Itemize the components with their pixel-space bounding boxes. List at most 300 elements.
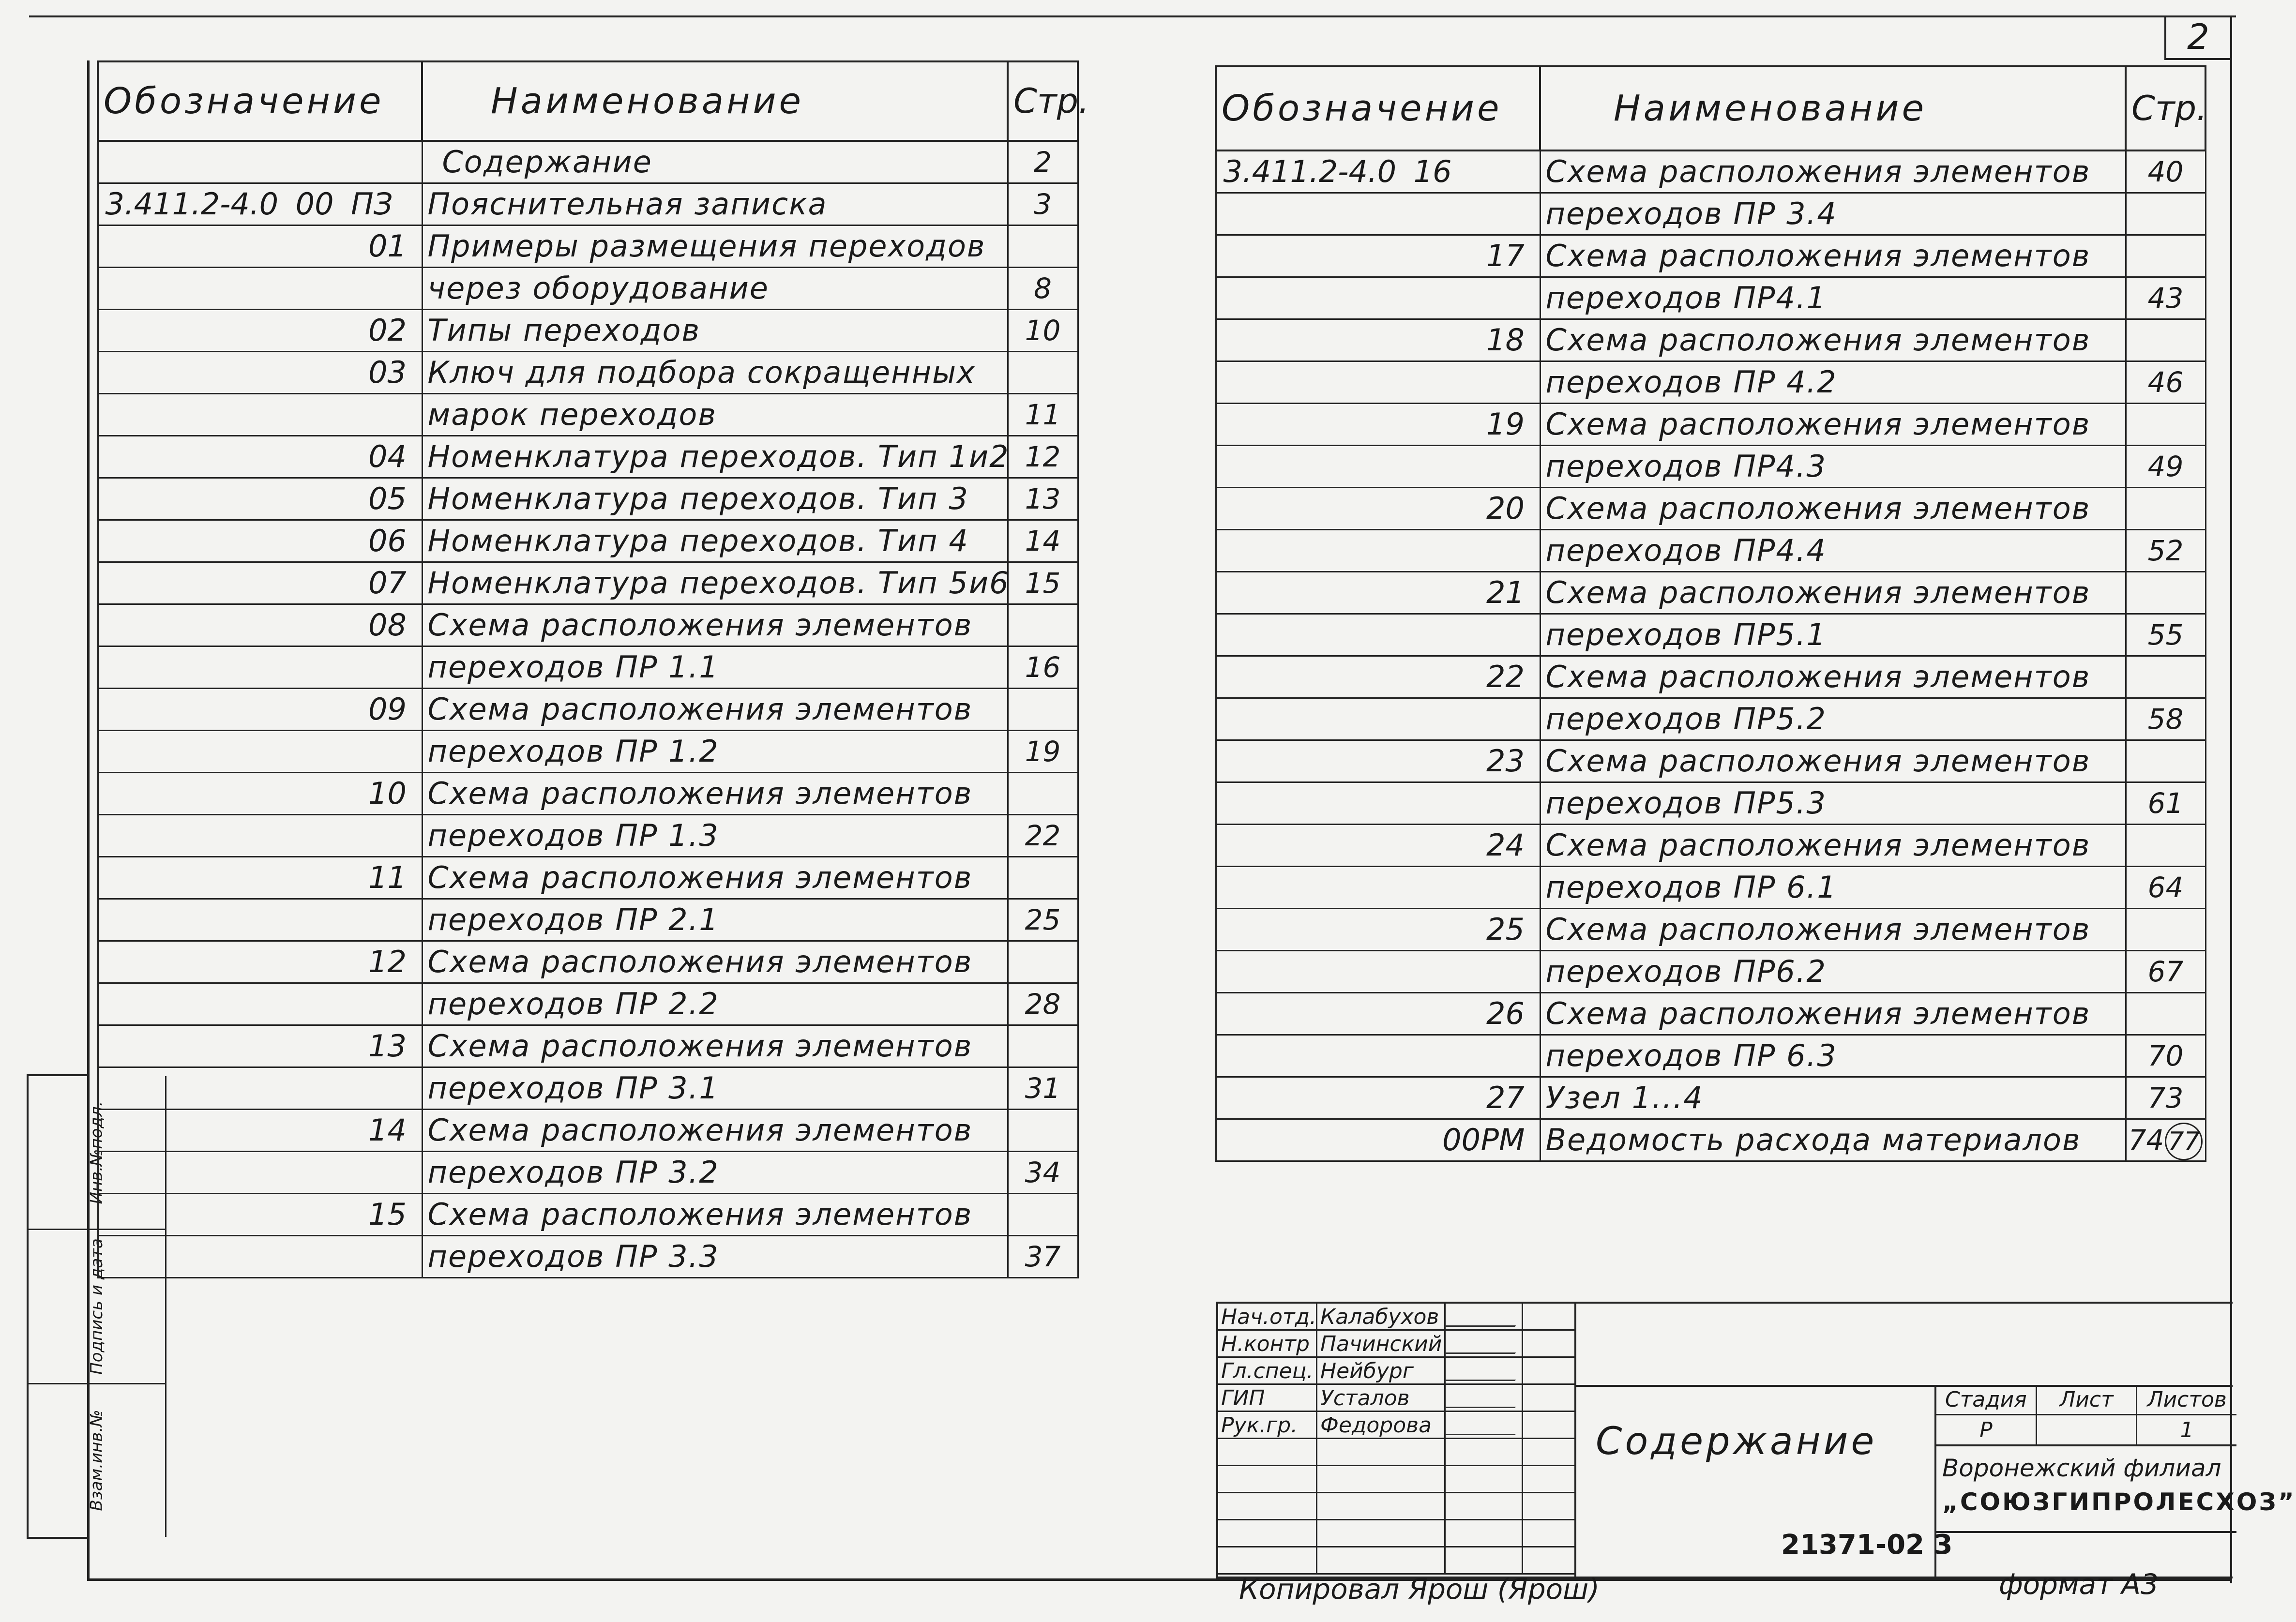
row-designation <box>98 268 422 310</box>
row-name: Примеры размещения переходов <box>422 225 1008 268</box>
row-name: марок переходов <box>422 394 1008 436</box>
page-number: 16 <box>1025 651 1061 684</box>
sheet-number: 2 <box>2164 15 2230 60</box>
designation-number: 05 <box>368 481 407 516</box>
row-designation <box>98 436 422 478</box>
row-page <box>1008 604 1078 646</box>
contents-row <box>1216 782 2205 825</box>
designation-number: 12 <box>368 944 407 979</box>
contents-row <box>98 352 1078 394</box>
page-number: 12 <box>1025 440 1061 473</box>
row-name: Схема расположения элементов <box>422 689 1008 731</box>
designation-number: 11 <box>368 860 407 895</box>
contents-row <box>1216 698 2205 740</box>
signature-row <box>1218 1547 1574 1575</box>
row-page <box>2126 782 2205 825</box>
row-designation <box>1216 488 1540 530</box>
page-number: 19 <box>1025 735 1061 768</box>
row-page <box>1008 225 1078 268</box>
row-designation <box>1216 1077 1540 1119</box>
row-page <box>2126 404 2205 446</box>
contents-row <box>1216 656 2205 698</box>
row-page <box>2126 1119 2205 1161</box>
row-page <box>1008 394 1078 436</box>
page-number: 13 <box>1025 482 1061 515</box>
row-designation <box>98 1194 422 1236</box>
contents-row <box>98 857 1078 899</box>
signature-name: Нейбург <box>1320 1359 1414 1383</box>
row-name: Схема расположения элементов <box>422 773 1008 815</box>
designation-number: 01 <box>368 228 407 264</box>
row-page <box>2126 319 2205 361</box>
page-number: 73 <box>2147 1081 2184 1114</box>
row-designation <box>1216 1119 1540 1161</box>
page-number-circled: 77 <box>2165 1123 2203 1160</box>
contents-row <box>98 478 1078 520</box>
handwritten-signature <box>1444 1336 1525 1354</box>
row-name: через оборудование <box>422 268 1008 310</box>
row-name: Схема расположения элементов <box>422 604 1008 646</box>
row-name: переходов ПР 4.2 <box>1540 361 2126 404</box>
row-page <box>1008 1152 1078 1194</box>
row-page <box>2126 656 2205 698</box>
page-number: 14 <box>1025 525 1061 557</box>
row-page <box>1008 310 1078 352</box>
row-designation <box>98 562 422 604</box>
page-number: 31 <box>1025 1072 1061 1105</box>
row-designation <box>1216 782 1540 825</box>
row-name: Схема расположения элементов <box>422 941 1008 983</box>
contents-row <box>98 394 1078 436</box>
row-name: переходов ПР 3.1 <box>422 1067 1008 1110</box>
designation-number: 27 <box>1486 1080 1525 1115</box>
page-number: 11 <box>1025 398 1061 431</box>
row-name: Содержание <box>422 141 1008 183</box>
signature-role: ГИП <box>1221 1386 1265 1411</box>
row-designation <box>98 731 422 773</box>
designation-number: 15 <box>368 1197 407 1232</box>
row-name: Схема расположения элементов <box>1540 319 2126 361</box>
designation-number: 14 <box>368 1112 407 1148</box>
row-designation <box>98 141 422 183</box>
row-designation <box>1216 319 1540 361</box>
row-name: Схема расположения элементов <box>422 857 1008 899</box>
row-name: переходов ПР 1.2 <box>422 731 1008 773</box>
row-page <box>2126 235 2205 277</box>
page-number: 55 <box>2147 618 2184 651</box>
stage-label: Стадия <box>1936 1385 2037 1414</box>
contents-row <box>1216 361 2205 404</box>
row-page <box>2126 150 2205 193</box>
handwritten-signature <box>1444 1417 1525 1435</box>
contents-row <box>98 1110 1078 1152</box>
row-page <box>2126 909 2205 951</box>
contents-row <box>98 983 1078 1025</box>
contents-row <box>1216 572 2205 614</box>
row-designation <box>98 394 422 436</box>
row-page <box>2126 614 2205 656</box>
row-name: переходов ПР4.1 <box>1540 277 2126 319</box>
header-page: Стр. <box>1008 61 1078 141</box>
contents-row <box>1216 740 2205 782</box>
row-page <box>1008 689 1078 731</box>
row-name: переходов ПР5.2 <box>1540 698 2126 740</box>
designation-number: 19 <box>1486 406 1525 442</box>
row-page <box>1008 1236 1078 1278</box>
contents-table-left <box>97 60 1089 1278</box>
row-name: переходов ПР6.2 <box>1540 951 2126 993</box>
designation-number: 18 <box>1486 322 1525 358</box>
signature-role: Нач.отд. <box>1221 1305 1316 1329</box>
row-page <box>1008 941 1078 983</box>
row-name: Схема расположения элементов <box>1540 909 2126 951</box>
contents-row <box>98 1025 1078 1067</box>
stage-value: Р <box>1936 1415 2037 1444</box>
row-page <box>1008 183 1078 225</box>
row-designation <box>1216 404 1540 446</box>
page-number: 8 <box>1034 272 1052 305</box>
row-page <box>2126 951 2205 993</box>
archive-number: 21371-02 3 <box>1781 1529 1953 1561</box>
signature-name: Калабухов <box>1320 1305 1439 1329</box>
designation-number: 03 <box>368 355 407 390</box>
row-designation <box>98 1067 422 1110</box>
title-block <box>1216 1302 2296 1578</box>
designation-number: 04 <box>368 439 407 474</box>
row-page <box>2126 698 2205 740</box>
designation-number: 07 <box>368 565 407 601</box>
contents-row <box>98 604 1078 646</box>
row-designation <box>98 478 422 520</box>
designation-number: 09 <box>368 691 407 727</box>
row-designation <box>98 1110 422 1152</box>
signature-row <box>1218 1493 1574 1520</box>
row-name: переходов ПР 2.1 <box>422 899 1008 941</box>
row-page <box>1008 773 1078 815</box>
organization-line2: „СОЮЗГИПРОЛЕСХОЗ” <box>1942 1488 2296 1516</box>
designation-number: 20 <box>1486 491 1525 526</box>
row-name: переходов ПР 2.2 <box>422 983 1008 1025</box>
designation-number: 06 <box>368 523 407 558</box>
contents-row <box>1216 404 2205 446</box>
row-designation <box>1216 1035 1540 1077</box>
row-page <box>1008 268 1078 310</box>
page-number: 43 <box>2147 282 2184 315</box>
designation-suffix: ПЗ <box>351 186 393 222</box>
row-page <box>1008 478 1078 520</box>
page-number: 58 <box>2147 703 2184 736</box>
designation-number: 25 <box>1486 912 1525 947</box>
contents-row <box>98 815 1078 857</box>
page-number: 52 <box>2147 534 2184 567</box>
format-label: формат А3 <box>1999 1568 2159 1601</box>
page-number: 40 <box>2147 155 2184 188</box>
header-name: Наименование <box>422 61 1008 141</box>
row-page <box>1008 1194 1078 1236</box>
row-page <box>2126 1035 2205 1077</box>
signature-name: Усталов <box>1320 1386 1410 1411</box>
page-number: 67 <box>2147 955 2184 988</box>
row-designation <box>1216 572 1540 614</box>
row-name: переходов ПР5.3 <box>1540 782 2126 825</box>
frame-line-bottom <box>87 1578 2232 1581</box>
row-page <box>1008 436 1078 478</box>
signature-role: Н.контр <box>1221 1332 1310 1356</box>
stage-block <box>1934 1385 2296 1578</box>
row-designation <box>1216 951 1540 993</box>
row-designation <box>98 773 422 815</box>
row-designation <box>98 899 422 941</box>
row-page <box>1008 731 1078 773</box>
row-page <box>2126 825 2205 867</box>
contents-row <box>1216 867 2205 909</box>
row-designation <box>98 941 422 983</box>
row-name: переходов ПР4.3 <box>1540 446 2126 488</box>
contents-row <box>98 562 1078 604</box>
signature-row <box>1218 1520 1574 1547</box>
row-name: Схема расположения элементов <box>1540 656 2126 698</box>
row-designation <box>1216 867 1540 909</box>
row-name: Номенклатура переходов. Тип 3 <box>422 478 1008 520</box>
row-page <box>1008 983 1078 1025</box>
row-page <box>2126 1077 2205 1119</box>
row-designation <box>98 646 422 689</box>
designation-number: 10 <box>368 776 407 811</box>
row-designation <box>98 1025 422 1067</box>
sheets-value: 1 <box>2180 1417 2194 1442</box>
page-number: 3 <box>1034 188 1052 221</box>
sheets-label: Листов <box>2147 1387 2227 1412</box>
document-title: Содержание <box>1596 1420 1877 1463</box>
designation-number: 00 <box>295 186 334 222</box>
designation-number: 13 <box>368 1028 407 1064</box>
row-name: Схема расположения элементов <box>1540 993 2126 1035</box>
page-number: 61 <box>2147 787 2184 820</box>
row-designation <box>1216 698 1540 740</box>
handwritten-signature <box>1444 1363 1525 1381</box>
signature-row <box>1218 1385 1574 1412</box>
contents-row <box>1216 951 2205 993</box>
contents-row <box>1216 1035 2205 1077</box>
contents-row <box>98 268 1078 310</box>
row-name: Схема расположения элементов <box>1540 825 2126 867</box>
contents-row <box>1216 446 2205 488</box>
handwritten-signature <box>1444 1309 1525 1327</box>
organization <box>1936 1446 2296 1524</box>
row-name: Ключ для подбора сокращенных <box>422 352 1008 394</box>
row-page <box>1008 141 1078 183</box>
contents-row <box>1216 488 2205 530</box>
row-designation <box>1216 909 1540 951</box>
contents-row <box>1216 614 2205 656</box>
page-number: 70 <box>2147 1039 2184 1072</box>
designation-number: 16 <box>1413 154 1452 189</box>
contents-row <box>98 225 1078 268</box>
binding-strip <box>27 1074 106 1539</box>
designation-number: 00 <box>1442 1122 1481 1157</box>
row-designation <box>1216 656 1540 698</box>
signature-name: Пачинский <box>1320 1332 1442 1356</box>
row-designation <box>1216 446 1540 488</box>
header-name: Наименование <box>1540 66 2126 150</box>
row-page <box>2126 740 2205 782</box>
page-number: 15 <box>1025 567 1061 600</box>
row-page <box>2126 530 2205 572</box>
page-number: 10 <box>1025 314 1061 347</box>
row-name: переходов ПР4.4 <box>1540 530 2126 572</box>
row-designation <box>1216 530 1540 572</box>
organization-line1: Воронежский филиал <box>1942 1454 2221 1482</box>
row-name: Схема расположения элементов <box>1540 572 2126 614</box>
row-name: Номенклатура переходов. Тип 1и2 <box>422 436 1008 478</box>
page-number: 49 <box>2147 450 2184 483</box>
sheet-value <box>2037 1415 2138 1444</box>
row-name: переходов ПР 3.2 <box>422 1152 1008 1194</box>
contents-row <box>98 310 1078 352</box>
row-name: Схема расположения элементов <box>1540 488 2126 530</box>
row-designation <box>1216 361 1540 404</box>
row-name: Схема расположения элементов <box>422 1025 1008 1067</box>
row-designation <box>1216 614 1540 656</box>
row-name: переходов ПР 3.3 <box>422 1236 1008 1278</box>
copied-by: Копировал Ярош (Ярош) <box>1239 1573 1600 1606</box>
designation-number: 23 <box>1486 743 1525 779</box>
row-name: переходов ПР 1.1 <box>422 646 1008 689</box>
row-page <box>1008 646 1078 689</box>
row-name: переходов ПР 1.3 <box>422 815 1008 857</box>
row-page <box>1008 352 1078 394</box>
handwritten-signature <box>1444 1390 1525 1408</box>
row-designation <box>1216 150 1540 193</box>
designation-suffix: РМ <box>1480 1122 1525 1157</box>
contents-row <box>98 941 1078 983</box>
designation-number: 24 <box>1486 827 1525 863</box>
row-designation <box>1216 277 1540 319</box>
contents-row <box>1216 993 2205 1035</box>
row-designation <box>98 183 422 225</box>
signature-row <box>1218 1331 1574 1358</box>
row-page <box>1008 1067 1078 1110</box>
contents-row <box>98 1067 1078 1110</box>
row-page <box>2126 446 2205 488</box>
contents-row <box>98 141 1078 183</box>
page-number: 64 <box>2147 871 2184 904</box>
row-name: Схема расположения элементов <box>1540 740 2126 782</box>
contents-row <box>1216 825 2205 867</box>
contents-row <box>1216 150 2205 193</box>
page-number: 2 <box>1034 146 1052 179</box>
row-name: переходов ПР 3.4 <box>1540 193 2126 235</box>
contents-row <box>98 899 1078 941</box>
contents-row <box>1216 319 2205 361</box>
contents-row <box>98 1152 1078 1194</box>
row-name: Номенклатура переходов. Тип 5и6 <box>422 562 1008 604</box>
row-page <box>2126 993 2205 1035</box>
contents-row <box>1216 277 2205 319</box>
row-designation <box>98 983 422 1025</box>
row-page <box>2126 361 2205 404</box>
contents-row <box>98 183 1078 225</box>
designation-number: 17 <box>1486 238 1525 273</box>
row-name: переходов ПР 6.1 <box>1540 867 2126 909</box>
sheet-label: Лист <box>2037 1385 2138 1414</box>
row-designation <box>98 815 422 857</box>
header-page: Стр. <box>2126 66 2205 150</box>
contents-row <box>98 436 1078 478</box>
contents-row <box>98 1236 1078 1278</box>
contents-row <box>98 689 1078 731</box>
row-designation <box>98 520 422 562</box>
contents-row <box>98 1194 1078 1236</box>
row-name: Номенклатура переходов. Тип 4 <box>422 520 1008 562</box>
row-name: Схема расположения элементов <box>422 1110 1008 1152</box>
page-number: 22 <box>1025 819 1061 852</box>
contents-row <box>1216 235 2205 277</box>
row-name: Схема расположения элементов <box>422 1194 1008 1236</box>
row-page <box>1008 520 1078 562</box>
row-designation <box>98 689 422 731</box>
row-page <box>1008 899 1078 941</box>
row-designation <box>98 1236 422 1278</box>
row-name: Схема расположения элементов <box>1540 235 2126 277</box>
row-designation <box>98 352 422 394</box>
designation-number: 08 <box>368 607 407 643</box>
contents-row <box>1216 193 2205 235</box>
contents-row <box>98 773 1078 815</box>
row-page <box>2126 277 2205 319</box>
row-name: Узел 1...4 <box>1540 1077 2126 1119</box>
signature-role: Рук.гр. <box>1221 1413 1298 1438</box>
row-designation <box>98 310 422 352</box>
row-designation <box>98 225 422 268</box>
row-name: Схема расположения элементов <box>1540 150 2126 193</box>
page-number: 25 <box>1025 903 1061 936</box>
row-page <box>1008 857 1078 899</box>
row-designation <box>1216 740 1540 782</box>
signature-row <box>1218 1358 1574 1385</box>
signature-row <box>1218 1439 1574 1466</box>
frame-line-top <box>29 15 2236 17</box>
row-page <box>1008 1025 1078 1067</box>
contents-row <box>1216 1077 2205 1119</box>
row-designation <box>1216 235 1540 277</box>
designation-number: 02 <box>368 313 407 348</box>
row-page <box>2126 193 2205 235</box>
row-name: Схема расположения элементов <box>1540 404 2126 446</box>
designation-code: 3.411.2-4.0 <box>1223 154 1397 189</box>
signature-grid <box>1218 1304 1576 1578</box>
strip-sign-date: Подпись и дата <box>87 1238 106 1375</box>
signature-role: Гл.спец. <box>1221 1359 1314 1383</box>
page-number: 46 <box>2147 366 2184 399</box>
contents-row <box>98 646 1078 689</box>
row-page <box>1008 562 1078 604</box>
row-designation <box>98 604 422 646</box>
row-designation <box>1216 193 1540 235</box>
title-block-code-field <box>1574 1304 2233 1387</box>
page-number: 74 <box>2128 1124 2164 1156</box>
header-designation: Обозначение <box>98 61 422 141</box>
contents-row <box>98 731 1078 773</box>
row-page <box>1008 1110 1078 1152</box>
row-name: Ведомость расхода материалов <box>1540 1119 2126 1161</box>
row-name: Пояснительная записка <box>422 183 1008 225</box>
header-designation: Обозначение <box>1216 66 1540 150</box>
row-designation <box>98 1152 422 1194</box>
signature-row <box>1218 1466 1574 1493</box>
row-designation <box>98 857 422 899</box>
contents-row <box>98 520 1078 562</box>
